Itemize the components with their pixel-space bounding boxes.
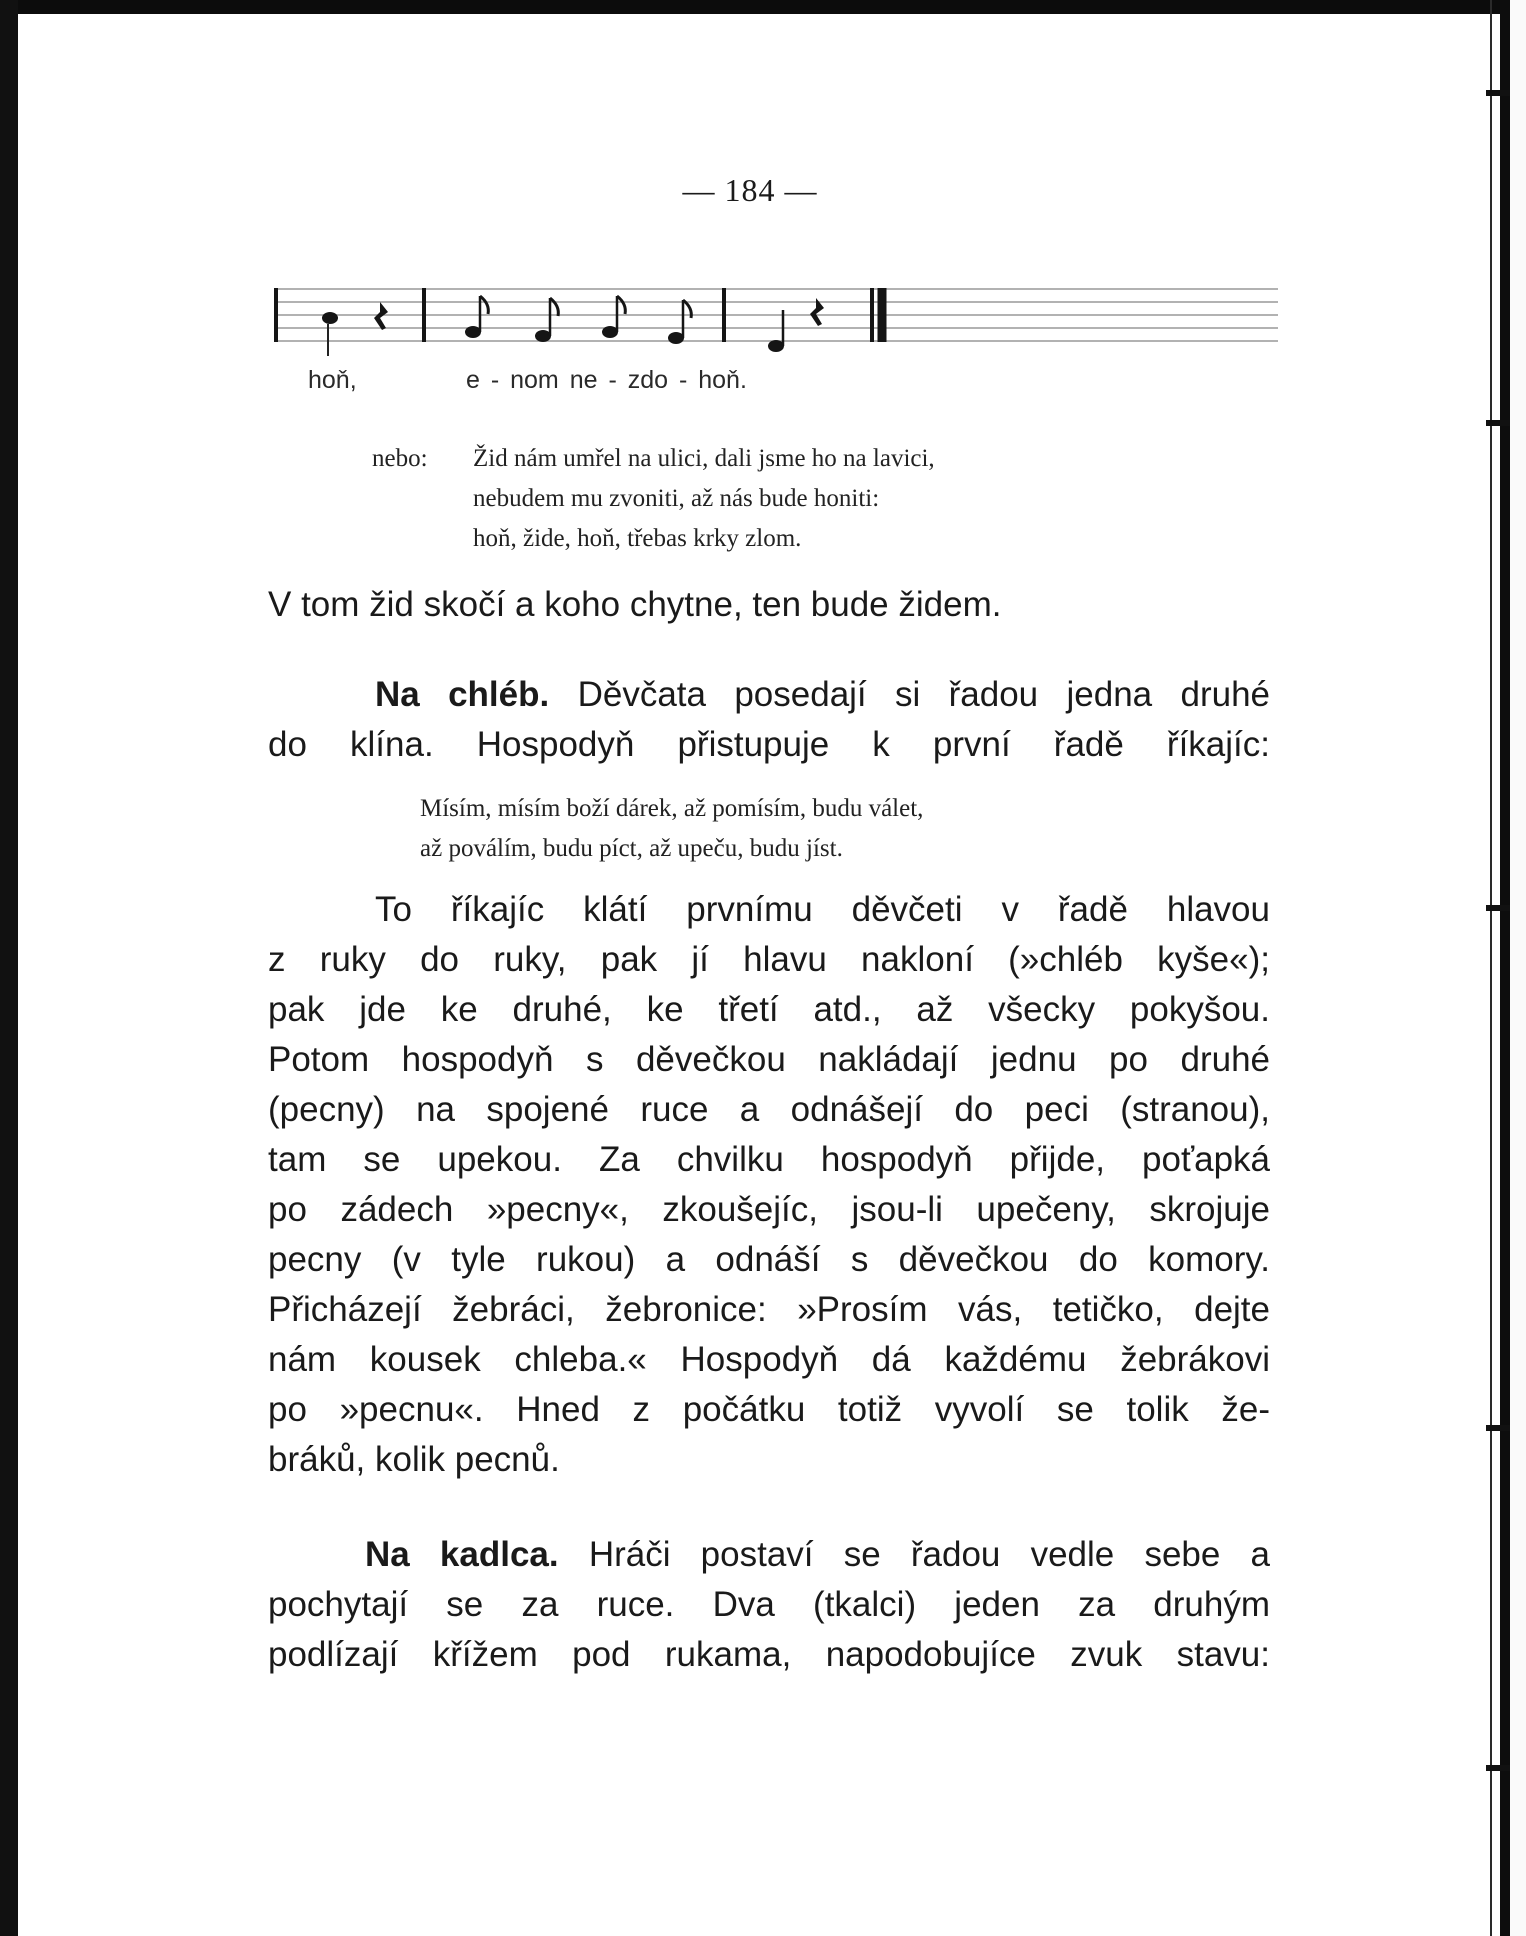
body-line: do klína. Hospodyň přistupuje k první řadě říkajíc: (268, 725, 1270, 764)
body-line: z ruky do ruky, pak jí hlavu nakloní (»chléb kyše«); (268, 940, 1270, 979)
body-line: podlízají křížem pod rukama, napodobujíce zvuk stavu: (268, 1635, 1270, 1674)
verse-label: nebo: (372, 445, 428, 472)
body-line: Potom hospodyň s děvečkou nakládají jednu po druhé (268, 1040, 1270, 1079)
music-lyric: hoň, (308, 366, 357, 394)
scan-border-right (1500, 0, 1510, 1936)
closing-line: V tom žid skočí a koho chytne, ten bude židem. (268, 585, 1002, 624)
section-title: Na kadlca. (365, 1535, 559, 1574)
body-line: Přicházejí žebráci, žebronice: »Prosím vás, tetičko, dejte (268, 1290, 1270, 1329)
body-line: bráků, kolik pecnů. (268, 1440, 560, 1479)
body-line: po zádech »pecny«, zkoušejíc, jsou-li upečeny, skrojuje (268, 1190, 1270, 1229)
section-lead: Hráči postaví se řadou vedle sebe a (558, 1535, 1270, 1574)
scan-border-top (0, 0, 1526, 14)
body-line: po »pecnu«. Hned z počátku totiž vyvolí se tolik že- (268, 1390, 1270, 1429)
binding-rule (1490, 0, 1492, 1936)
binding-tick (1486, 420, 1510, 426)
body-line: (pecny) na spojené ruce a odnášejí do peci (stranou), (268, 1090, 1270, 1129)
verse-line: hoň, žide, hoň, třebas krky zlom. (473, 525, 802, 552)
binding-tick (1486, 905, 1510, 911)
section-heading-line (365, 1535, 1270, 1575)
binding-tick (1486, 1765, 1510, 1771)
verse-line: Žid nám umřel na ulici, dali jsme ho na lavici, (473, 445, 935, 472)
binding-tick (1486, 1425, 1510, 1431)
section-heading-line (375, 675, 1270, 715)
body-line: pochytají se za ruce. Dva (tkalci) jeden za druhým (268, 1585, 1270, 1624)
body-line: pak jde ke druhé, ke třetí atd., až všecky pokyšou. (268, 990, 1270, 1029)
verse-line: až poválím, budu píct, až upeču, budu jíst. (420, 835, 843, 862)
section-lead: Děvčata posedají si řadou jedna druhé (549, 675, 1270, 714)
body-line: pecny (v tyle rukou) a odnáší s děvečkou do komory. (268, 1240, 1270, 1279)
binding-tick (1486, 90, 1510, 96)
verse-line: nebudem mu zvoniti, až nás bude honiti: (473, 485, 880, 512)
note-group (322, 296, 824, 356)
music-staff (268, 280, 1278, 360)
music-lyric: e - nom ne - zdo - hoň. (466, 366, 747, 394)
body-line: To říkajíc klátí prvnímu děvčeti v řadě hlavou (375, 890, 1270, 929)
body-line: nám kousek chleba.« Hospodyň dá každému žebrákovi (268, 1340, 1270, 1379)
scan-border-left (0, 0, 18, 1936)
section-title: Na chléb. (375, 675, 550, 714)
scan-margin-right (1510, 0, 1526, 1936)
verse-line: Mísím, mísím boží dárek, až pomísím, budu válet, (420, 795, 924, 822)
page-number: — 184 — (682, 172, 818, 208)
body-line: tam se upekou. Za chvilku hospodyň přijde, poťapká (268, 1140, 1270, 1179)
